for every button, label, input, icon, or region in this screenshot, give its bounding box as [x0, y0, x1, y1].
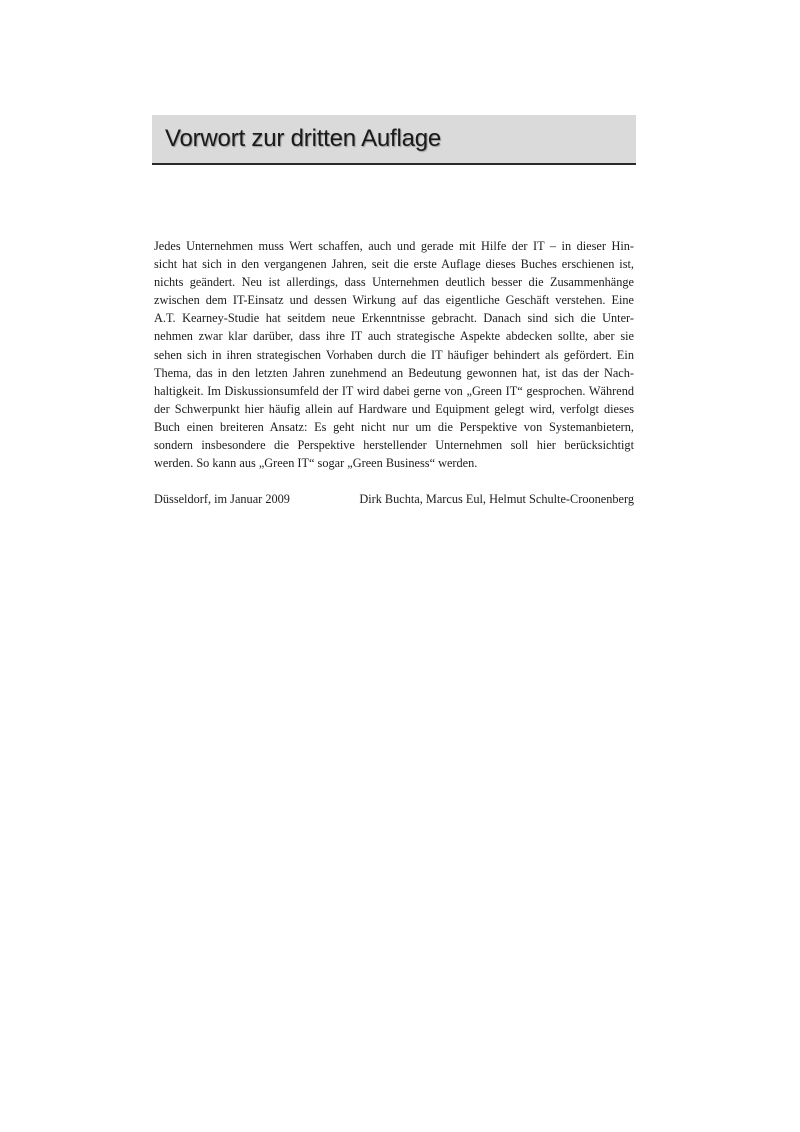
preface-paragraph: [154, 237, 634, 472]
chapter-heading-band: [152, 115, 636, 165]
paragraph-line: werden. So kann aus „Green IT“ sogar „Green Business“ werden.: [154, 456, 478, 471]
paragraph-line: sondern insbesondere die Perspektive herstellender Unternehmen soll hier berücksichtigt: [154, 438, 634, 453]
paragraph-line: nehmen zwar klar darüber, dass ihre IT auch strategische Aspekte abdecken sollte, aber sie: [154, 329, 634, 344]
paragraph-line: der Schwerpunkt hier häufig allein auf Hardware und Equipment gelegt wird, verfolgt dieses: [154, 401, 634, 416]
paragraph-line: sicht hat sich in den vergangenen Jahren, seit die erste Auflage dieses Buches erschienen ist,: [154, 257, 634, 272]
paragraph-line: zwischen dem IT-Einsatz und dessen Wirkung auf das eigentliche Geschäft verstehen. Eine: [154, 293, 634, 308]
place-and-date: Düsseldorf, im Januar 2009: [154, 492, 290, 506]
paragraph-line: Buch einen breiteren Ansatz: Es geht nicht nur um die Perspektive von Systemanbietern,: [154, 419, 634, 434]
paragraph-line: Jedes Unternehmen muss Wert schaffen, auch und gerade mit Hilfe der IT – in dieser Hin-: [154, 239, 634, 253]
paragraph-line: Thema, das in den letzten Jahren zunehmend an Bedeutung gewonnen hat, ist das der Nach-: [154, 365, 634, 380]
paragraph-line: haltigkeit. Im Diskussionsumfeld der IT wird dabei gerne von „Green IT“ gesprochen. Während: [154, 383, 634, 398]
paragraph-line: A.T. Kearney-Studie hat seitdem neue Erkenntnisse gebracht. Danach sind sich die Unter-: [154, 311, 634, 326]
paragraph-line: nichts geändert. Neu ist allerdings, dass Unternehmen deutlich besser die Zusammenhänge: [154, 275, 634, 290]
author-names: Dirk Buchta, Marcus Eul, Helmut Schulte-Croonenberg: [359, 492, 634, 506]
chapter-title: Vorwort zur dritten Auflage: [165, 125, 442, 152]
paragraph-line: sehen sich in ihren strategischen Vorhaben durch die IT häufiger behindert als gefördert. Ein: [154, 347, 634, 362]
